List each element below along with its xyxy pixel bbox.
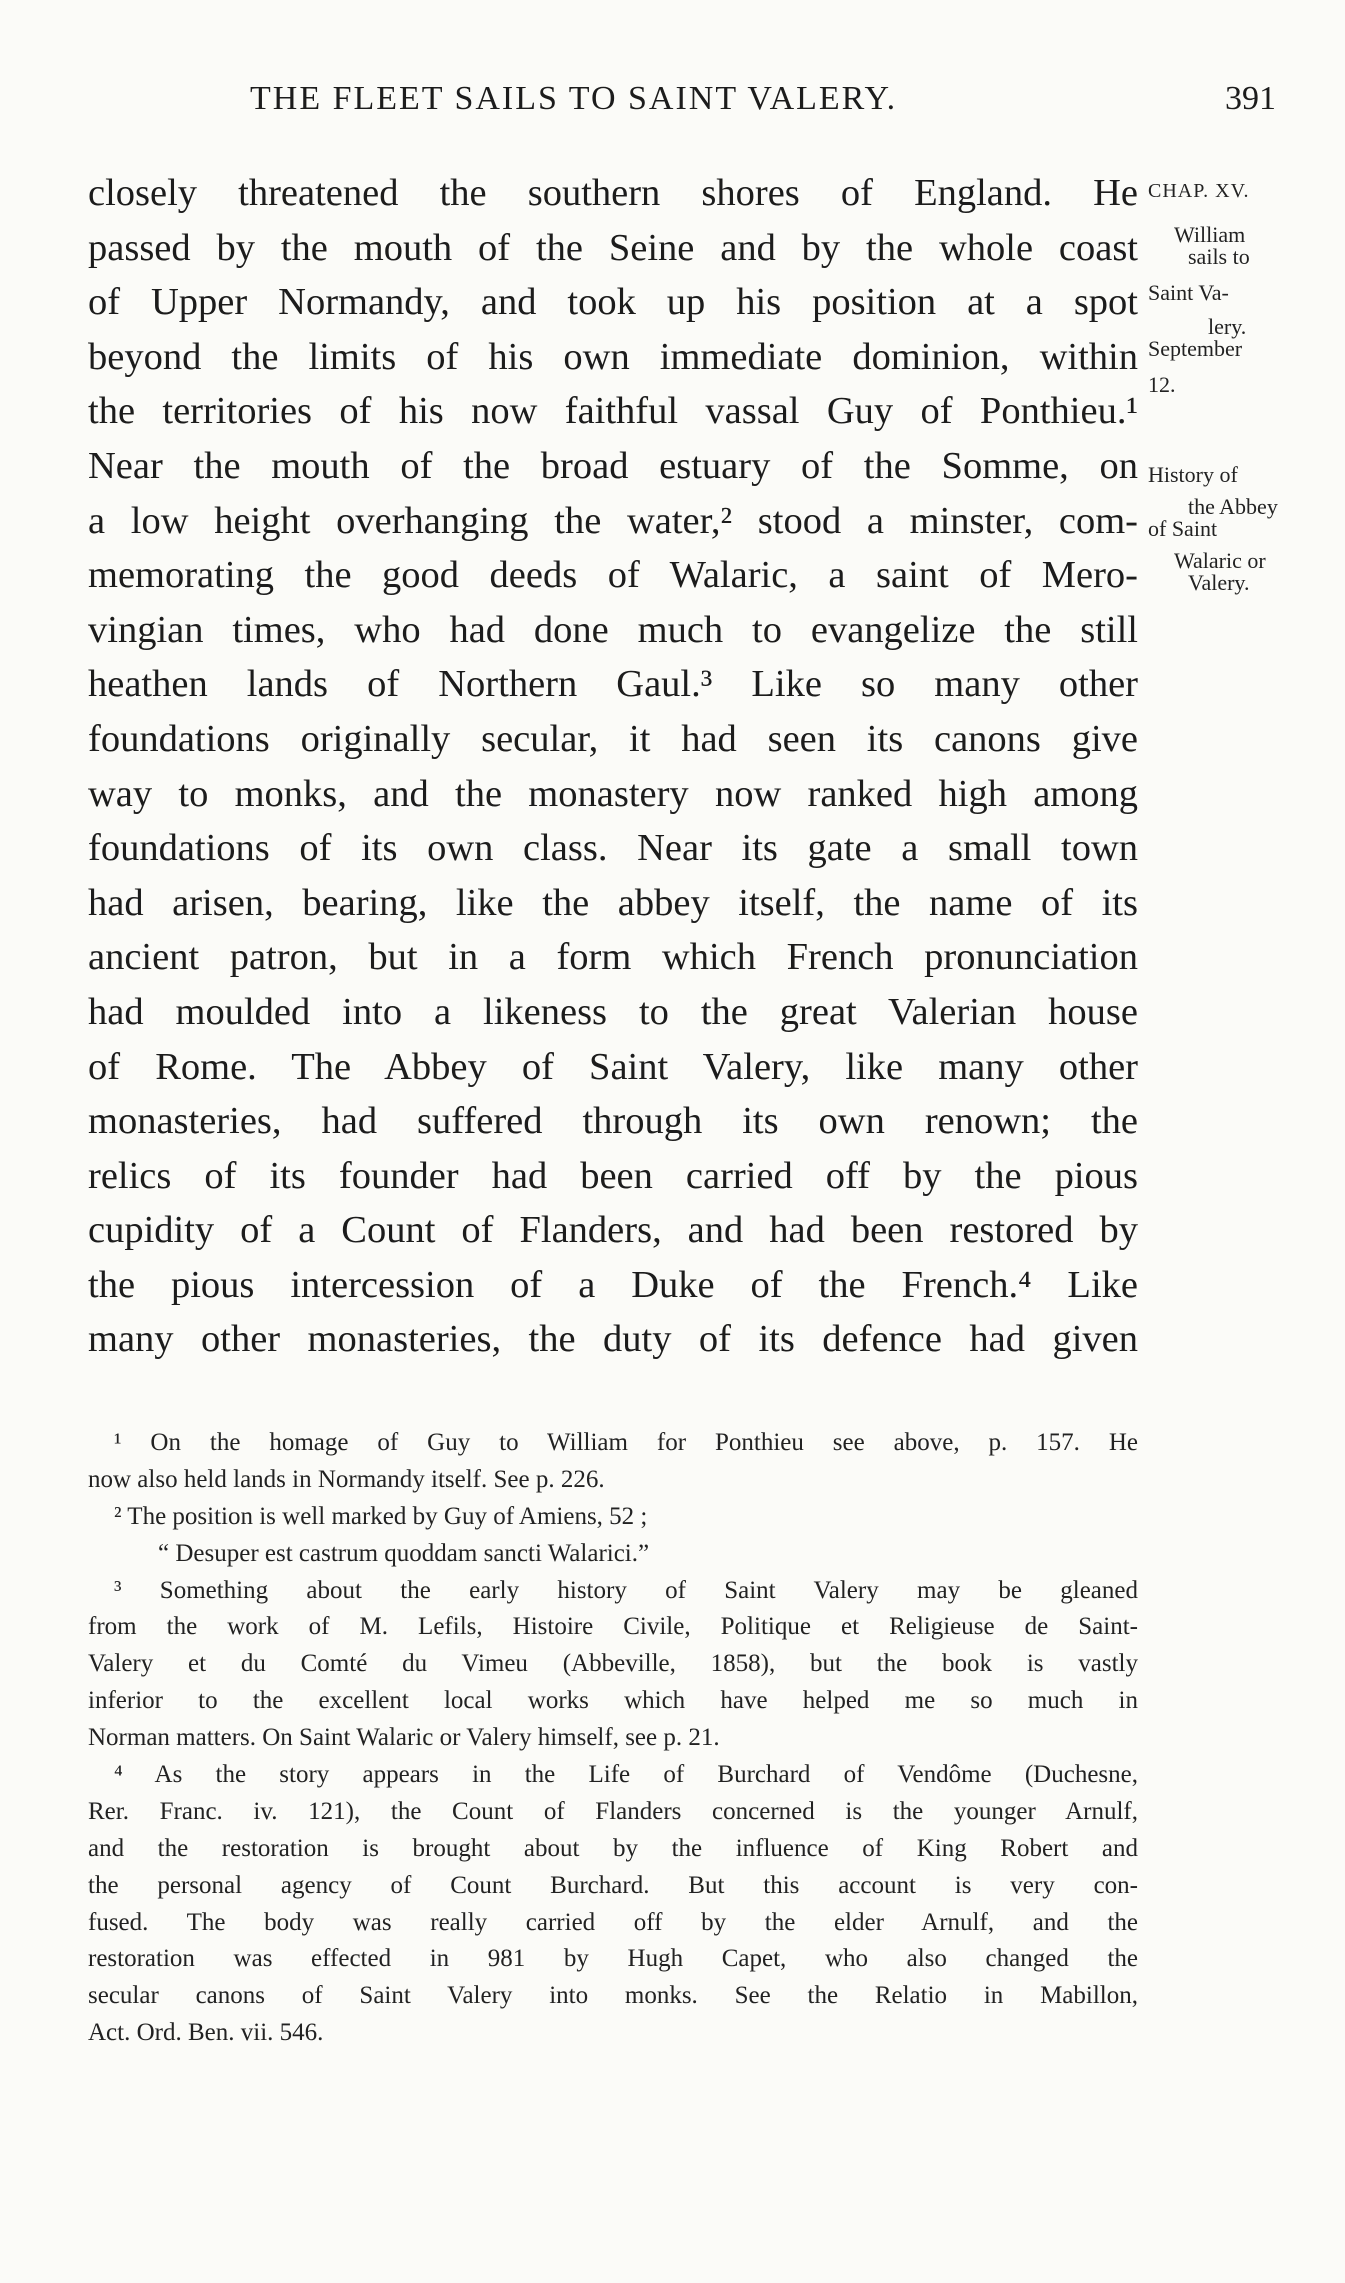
- body-line: the territories of his now faithful vassal Guy of Ponthieu.¹: [88, 390, 1138, 433]
- body-line: closely threatened the southern shores of England. He: [88, 172, 1138, 214]
- footnote-line: secular canons of Saint Valery into monks. See the Relatio in Mabillon,: [88, 1982, 1138, 2010]
- footnote-line: fused. The body was really carried off by the elder Arnulf, and the: [88, 1908, 1138, 1936]
- body-line: ancient patron, but in a form which French pronunciation: [88, 936, 1138, 979]
- body-line: a low height overhanging the water,² stood a minster, com-: [88, 499, 1138, 542]
- marginal-note-line: lery.: [1208, 314, 1247, 339]
- footnote-line: the personal agency of Count Burchard. But this account is very con-: [88, 1871, 1138, 1899]
- footnote-line: ³ Something about the early history of Saint Valery may be gleaned: [114, 1576, 1138, 1604]
- marginal-note-line: William: [1174, 222, 1246, 247]
- running-title: THE FLEET SAILS TO SAINT VALERY.: [250, 80, 898, 117]
- marginal-note-line: History of: [1148, 462, 1238, 487]
- body-line: had arisen, bearing, like the abbey itself, the name of its: [88, 881, 1138, 924]
- body-line: memorating the good deeds of Walaric, a saint of Mero-: [88, 554, 1138, 597]
- footnotes: [88, 1425, 1138, 2052]
- body-line: way to monks, and the monastery now ranked high among: [88, 772, 1138, 815]
- body-line: relics of its founder had been carried off by the pious: [88, 1154, 1138, 1197]
- footnote-line: ⁴ As the story appears in the Life of Burchard of Vendôme (Duchesne,: [114, 1761, 1138, 1789]
- footnote-line: ¹ On the homage of Guy to William for Ponthieu see above, p. 157. He: [114, 1429, 1138, 1456]
- body-line: cupidity of a Count of Flanders, and had been restored by: [88, 1209, 1138, 1252]
- body-line: the pious intercession of a Duke of the French.⁴ Like: [88, 1263, 1138, 1306]
- marginal-note-line: September: [1148, 336, 1243, 361]
- marginal-note-line: 12.: [1148, 372, 1176, 397]
- footnote-line: Act. Ord. Ben. vii. 546.: [88, 2019, 324, 2047]
- page-number: 391: [1225, 80, 1276, 117]
- body-line: foundations of its own class. Near its gate a small town: [88, 827, 1138, 870]
- footnote-line: Norman matters. On Saint Walaric or Valery himself, see p. 21.: [88, 1724, 720, 1752]
- page-header: [0, 80, 1345, 140]
- body-line: Near the mouth of the broad estuary of the Somme, on: [88, 444, 1138, 487]
- marginal-note-line: Walaric or: [1174, 548, 1266, 573]
- body-line: monasteries, had suffered through its own renown; the: [88, 1100, 1138, 1143]
- footnote-line: now also held lands in Normandy itself. See p. 226.: [88, 1465, 605, 1493]
- body-text: [88, 166, 1138, 1367]
- footnote-line: inferior to the excellent local works which have helped me so much in: [88, 1687, 1138, 1715]
- footnote-line: “ Desuper est castrum quoddam sancti Walarici.”: [158, 1539, 650, 1567]
- body-line: vingian times, who had done much to evangelize the still: [88, 608, 1138, 651]
- marginal-note-line: sails to: [1188, 244, 1250, 269]
- body-line: heathen lands of Northern Gaul.³ Like so many other: [88, 663, 1138, 706]
- marginal-note-history-abbey: [1148, 464, 1338, 594]
- marginal-note-line: of Saint: [1148, 516, 1218, 541]
- marginal-note-line: the Abbey: [1188, 494, 1278, 519]
- footnote-line: Rer. Franc. iv. 121), the Count of Flanders concerned is the younger Arnulf,: [88, 1797, 1138, 1825]
- footnote-line: ² The position is well marked by Guy of Amiens, 52 ;: [114, 1502, 648, 1530]
- footnote-line: restoration was effected in 981 by Hugh Capet, who also changed the: [88, 1945, 1138, 1973]
- body-line: passed by the mouth of the Seine and by the whole coast: [88, 226, 1138, 269]
- body-line: of Upper Normandy, and took up his position at a spot: [88, 281, 1138, 324]
- body-line: had moulded into a likeness to the great Valerian house: [88, 990, 1138, 1033]
- footnote-line: Valery et du Comté du Vimeu (Abbeville, 1858), but the book is vastly: [88, 1650, 1138, 1678]
- body-line: many other monasteries, the duty of its defence had given: [88, 1318, 1138, 1361]
- footnote-line: from the work of M. Lefils, Histoire Civile, Politique et Religieuse de Saint-: [88, 1613, 1138, 1641]
- marginal-note-william-sails: [1148, 224, 1338, 396]
- chapter-marker: CHAP. XV.: [1148, 180, 1250, 202]
- body-line: of Rome. The Abbey of Saint Valery, like many other: [88, 1045, 1138, 1088]
- body-line: foundations originally secular, it had seen its canons give: [88, 717, 1138, 760]
- marginal-note-line: Saint Va-: [1148, 280, 1229, 305]
- footnote-line: and the restoration is brought about by the influence of King Robert and: [88, 1834, 1138, 1862]
- marginal-note-line: Valery.: [1188, 570, 1250, 595]
- body-line: beyond the limits of his own immediate dominion, within: [88, 335, 1138, 378]
